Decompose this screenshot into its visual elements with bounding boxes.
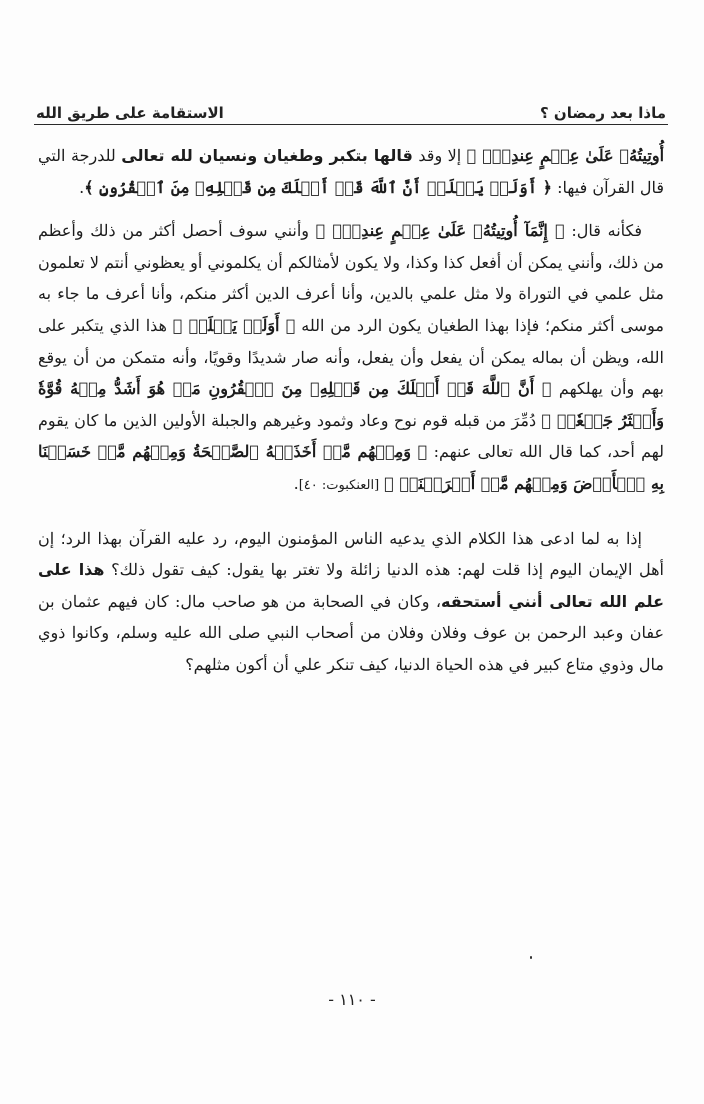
emphasis-text: هذا على علم الله تعالى أنني أستحقه [38, 560, 665, 611]
body-text: وأنني سوف أحصل أكثر من ذلك وأعظم من ذلك، وأنني يمكن أن أفعل كذا وكذا، ولا يكون لأمثالكم أن يكلموني أو يعظوني أنتم لا تعلمون مثل علمي في التوراة ولا مثل علمي بالدين، وأنا أعرف الدين أكثر منكم، وأنا أعرف ما جاء به موسى أكثر منكم؛ فإذا بهذا الطغيان يكون الرد من الله [38, 221, 665, 335]
body-text: هذا الذي يتكبر على الله، ويظن أن بماله يمكن أن يفعل وأن يفعل، وأنه صار شديدًا وقويًا، وأنه متمكن من أن يوقع بهم وأن يهلكهم [38, 315, 665, 399]
body-text: إلا وقد [412, 146, 467, 165]
header-chapter-title: ماذا بعد رمضان ؟ [539, 104, 666, 122]
body-text: إذا به لما ادعى هذا الكلام الذي يدعيه الناس المؤمنون اليوم، رد عليه القرآن بهذا الرد؛ إن أهل الإيمان اليوم إذا قلت لهم: هذه الدنيا زائلة ولا تغتر بها يقول: كيف تقول ذلك؟ [38, 528, 665, 580]
paragraph-gap [38, 502, 664, 523]
paragraph-1 [38, 140, 664, 203]
quran-verse: ﴿ أَوَلَمۡ يَعۡلَمۡ ﴾ [172, 315, 296, 335]
paragraph-3 [38, 523, 664, 681]
header-book-title: الاستقامة على طريق الله [36, 104, 224, 122]
quran-verse: ﴿ أَوَلَمۡ يَعۡلَمۡ أَنَّ ٱللَّهَ قَدۡ أَهۡلَكَ مِن قَبۡلِهِۦ مِنَ ٱلۡقُرُونِ ﴾ [84, 177, 553, 197]
page-body [38, 140, 664, 681]
body-text: ، وكان في الصحابة من هو صاحب مال: كان فيهم عثمان بن عفان وعبد الرحمن بن عوف وفلان وفلان من أصحاب النبي صلى الله عليه وسلم، وكانوا ذوي مال وذوي متاع كبير في هذه الحياة الدنيا، كيف تنكر علي أن أكون مثلهم؟ [38, 591, 664, 674]
emphasis-text: قالها بتكبر وطغيان ونسيان لله تعالى [121, 146, 413, 165]
page-number: - ١١٠ - [328, 990, 376, 1009]
print-speck [530, 956, 532, 959]
body-text: . [293, 473, 299, 493]
body-text: فكأنه قال: [564, 221, 643, 241]
paragraph-2 [38, 215, 664, 501]
quran-verse: ﴿ أَنَّ ٱللَّهَ قَدۡ أَهۡلَكَ مِن قَبۡلِهِۦ مِنَ ٱلۡقُرُونِ مَنۡ هُوَ أَشَدُّ مِنۡهُ قُوَّةٗ وَأَكۡثَرُ جَمۡعٗاۚ ﴾ [38, 379, 664, 430]
quran-verse: ﴿ إِنَّمَآ أُوتِيتُهُۥ عَلَىٰ عِلۡمٍ عِندِيٓۚ ﴾ [315, 221, 565, 241]
body-text: . [79, 177, 85, 197]
running-header [36, 92, 666, 122]
body-text: دُمِّرَ من قبله قوم نوح وعاد وثمود وغيرهم والجبلة الأولين الذين ما كان يقوم لهم أحد، كما قال الله تعالى عنهم: [38, 410, 665, 462]
body-text: للدرجة التي قال القرآن فيها: [38, 146, 664, 197]
quran-verse: أُوتِيتُهُۥ عَلَىٰ عِلۡمٍ عِندِيٓۚ ﴾ [466, 146, 665, 165]
quran-verse: ﴿ وَمِنۡهُم مَّنۡ أَخَذَتۡهُ ٱلصَّيۡحَةُ وَمِنۡهُم مَّنۡ خَسَفۡنَا بِهِ ٱلۡأَرۡضَ وَمِنۡهُم مَّنۡ أَغۡرَقۡنَاۚ ﴾ [38, 442, 664, 493]
header-divider [34, 124, 668, 125]
verse-reference: [العنكبوت: ٤٠] [298, 477, 380, 493]
paragraph-gap [38, 203, 664, 215]
